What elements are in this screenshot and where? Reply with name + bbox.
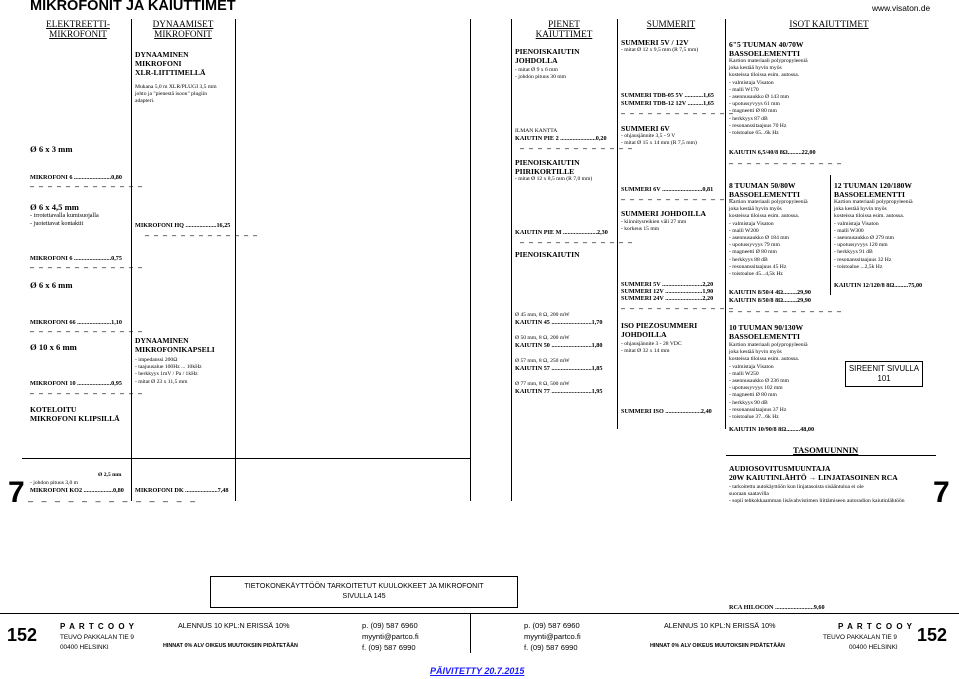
- column-divider: [235, 19, 236, 501]
- k12-title: 12 TUUMAN 120/180W BASSOELEMENTTI: [834, 181, 912, 199]
- footer-divider: [0, 613, 959, 614]
- dyn-xlr-title: DYNAAMINEN MIKROFONI XLR-LIITTIMELLÄ: [135, 50, 206, 77]
- kapseli-desc: - impedanssi 200Ω - taajuusalue 100Hz ... 10kHz - herkkyys 1mV / Pa / 1kHz - mitat Ø 23 x 11,5 mm: [135, 357, 202, 385]
- ko2-desc: - johdon pituus 3,0 m: [30, 480, 79, 486]
- vat-note-left: HINNAT 0% ALV OIKEUS MUUTOKSIIN PIDÄTETÄÄN: [163, 643, 298, 649]
- mic45-title: Ø 6 x 4,5 mm: [30, 202, 79, 212]
- p50-desc: Ø 50 mm, 8 Ω, 200 mW: [515, 335, 570, 341]
- s5v-price: SUMMERI 5V ..........................2,20: [621, 281, 714, 288]
- pie-m-price: KAIUTIN PIE M ......................2,30: [515, 229, 608, 236]
- fax-right: f. (09) 587 6990: [524, 643, 578, 652]
- k12-desc: Kartion materiaali polypropyleeniä joka kestää hyvin myös kosteissa tiloissa esim. autossa. - valmistaja Visaton - malli W300 - asennusaukko Ø 279 mm - upotussyvyys 120 mm - herkkyys 91 dB - resonanssitaajuus 32 Hz - toistoalue ...2,5k Hz: [834, 199, 913, 270]
- column-divider: [725, 19, 726, 429]
- koteloitu-title: KOTELOITU MIKROFONI KLIPSILLÄ: [30, 405, 120, 423]
- s6v-desc: - ohjausjännite 3,5 - 9 V - mitat Ø 15 x 14 mm (R 7,5 mm): [621, 133, 697, 147]
- k10-title: 10 TUUMAN 90/130W BASSOELEMENTTI: [729, 323, 804, 341]
- page-number-left: 152: [7, 625, 38, 645]
- k65-desc: Kartion materiaali polypropyleeniä joka kestää hyvin myös kosteissa tiloissa esim. autossa. - valmistaja Visaton - malli W170 - asennusaukko Ø 143 mm - upotussyvyys 61 mm - magneetti Ø 80 mm - herkkyys 87 dB - resonanssitaajuus 70 Hz - toistoalue 65...6k Hz: [729, 58, 808, 137]
- col-header-pienet: PIENET KAIUTTIMET: [535, 19, 593, 39]
- mic6x3-title: Ø 6 x 3 mm: [30, 144, 73, 154]
- dash-separator: – – – – – – – – – – – – –: [145, 231, 259, 240]
- column-divider: [830, 175, 831, 295]
- company-name-right: P A R T C O O Y: [838, 622, 914, 631]
- tdb05-price: SUMMERI TDB-05 5V ............1,65: [621, 92, 714, 99]
- dash-separator: – – – – – – – – – – – – –: [520, 144, 634, 153]
- p50-price: KAIUTIN 50 ..........................1,80: [515, 342, 603, 349]
- p57-price: KAIUTIN 57 ..........................1,85: [515, 365, 603, 372]
- discount-left: ALENNUS 10 KPL:N ERISSÄ 10%: [178, 621, 290, 630]
- dk-price: MIKROFONI DK .....................7,48: [135, 487, 229, 494]
- dyn-xlr-desc: Mukana 5,0 m XLR/PLUGI 3,5 mm johto ja "pienestä isoon" plugiin adapteri.: [135, 84, 217, 105]
- section-number-right: 7: [933, 476, 950, 509]
- sjoh-title: SUMMERI JOHDOILLA: [621, 209, 707, 218]
- email-left[interactable]: myynti@partco.fi: [362, 632, 419, 641]
- dash-separator: – – – – – – – – – – – – –: [30, 182, 144, 191]
- page-number-right: 152: [917, 625, 948, 645]
- s12v-price: SUMMERI 12V ........................1,90: [621, 288, 714, 295]
- address-line2-left: 00400 HELSINKI: [60, 644, 109, 651]
- column-divider: [511, 19, 512, 501]
- dash-separator: – – – – – – – – – – – – –: [520, 238, 634, 247]
- column-divider: [131, 19, 132, 501]
- tasomuunnin-header: TASOMUUNNIN: [793, 445, 859, 455]
- section-number-left: 7: [8, 476, 25, 509]
- page-divider: [470, 19, 471, 501]
- s24v-price: SUMMERI 24V ........................2,20: [621, 295, 714, 302]
- col-header-electret: ELEKTREETTI- MIKROFONIT: [46, 19, 110, 39]
- rca-desc: - tarkoitettu autokäyttöön kun linjatasoista sisääntuloa ei ole suoraan saatavilla - sopii tehkokkaamman lisävahvistimen liittämiseen autoradion kaiutinlähtöön: [729, 484, 905, 505]
- rca-price: RCA HILOCON .........................9,60: [729, 604, 825, 611]
- vat-note-right: HINNAT 0% ALV OIKEUS MUUTOKSIIN PIDÄTETÄÄN: [650, 643, 785, 649]
- dash-separator: – – – – – – – – – – – – –: [621, 195, 735, 204]
- p77-desc: Ø 77 mm, 8 Ω, 500 mW: [515, 381, 570, 387]
- email-right[interactable]: myynti@partco.fi: [524, 632, 581, 641]
- col-header-dynamic: DYNAAMISET MIKROFONIT: [152, 19, 214, 39]
- k10-desc: Kartion materiaali polypropyleeniä joka kestää hyvin myös kosteissa tiloissa esim. autossa. - valmistaja Visaton - malli W250 - asennusaukko Ø 236 mm - upotussyvyys 102 mm - magneetti Ø 80 mm - herkkyys 90 dB - resonanssitaajuus 37 Hz - toistoalue 37...6k Hz: [729, 342, 808, 421]
- k65-title: 6"5 TUUMAN 40/70W BASSOELEMENTTI: [729, 40, 804, 58]
- s5v-title: SUMMERI 5V / 12V: [621, 38, 689, 47]
- k8-title: 8 TUUMAN 50/80W BASSOELEMENTTI: [729, 181, 800, 199]
- fax-left: f. (09) 587 6990: [362, 643, 416, 652]
- sireenit-box: SIREENIT SIVULLA 101: [845, 361, 923, 387]
- dash-separator: – – – – – – – – – – – – –: [729, 307, 843, 316]
- p45-desc: Ø 45 mm, 8 Ω, 200 mW: [515, 312, 570, 318]
- piiri-title: PIENOISKAIUTIN PIIRIKORTILLE: [515, 158, 580, 176]
- rca-title: AUDIOSOVITUSMUUNTAJA 20W KAIUTINLÄHTÖ → LINJATASOINEN RCA: [729, 464, 898, 482]
- p45-price: KAIUTIN 45 ..........................1,70: [515, 319, 603, 326]
- piiri-desc: - mitat Ø 12 x 8,5 mm (R 7,0 mm): [515, 176, 593, 182]
- dash-separator: – – – – – – – – – – – – –: [30, 263, 144, 272]
- ko2-dim: Ø 2,5 mm: [98, 472, 122, 478]
- k12-price: KAIUTIN 12/120/8 8Ω.........75,00: [834, 282, 923, 289]
- dash-separator: – – – – – – – – – – – – –: [30, 327, 144, 336]
- dash-separator: – – – – – – – – – – – – –: [621, 304, 735, 313]
- phone-left: p. (09) 587 6960: [362, 621, 418, 630]
- company-name-left: P A R T C O O Y: [60, 622, 136, 631]
- mic66-price: MIKROFONI 66 ......................1,10: [30, 319, 122, 326]
- pie2-price: KAIUTIN PIE 2 .......................0,20: [515, 135, 607, 142]
- mic45-desc: - irrotettavalla kumisuojalla - juotettavat kontaktit: [30, 212, 99, 227]
- ko2-price: MIKROFONI KO2 ...................0,80: [30, 487, 124, 494]
- p-johdolla-title: PIENOISKAIUTIN JOHDOLLA: [515, 47, 580, 65]
- dash-separator: – – – – – – – – – – – – –: [28, 496, 199, 506]
- pienoiskaiutin-title: PIENOISKAIUTIN: [515, 250, 580, 259]
- mic6-price-1: MIKROFONI 6 ........................0,80: [30, 174, 122, 181]
- dyn-hq-price: MIKROFONI HQ ....................16,25: [135, 222, 231, 229]
- address-line1-left: TEUVO PAKKALAN TIE 9: [60, 634, 134, 641]
- mic6-price-2: MIKROFONI 6 ........................0,75: [30, 255, 122, 262]
- ilman-kantta: ILMAN KANTTA: [515, 128, 558, 134]
- k10-price: KAIUTIN 10/90/8 8Ω.........48,00: [729, 426, 815, 433]
- piezo-desc: - ohjausjännite 3 - 28 VDC - mitat Ø 32 x 14 mm: [621, 341, 682, 355]
- piezo-price: SUMMERI ISO .......................2,40: [621, 408, 712, 415]
- k8-desc: Kartion materiaali polypropyleeniä joka kestää hyvin myös kosteissa tiloissa esim. autossa. - valmistaja Visaton - malli W200 - asennusaukko Ø 184 mm - upotussyvyys 79 mm - magneetti Ø 80 mm - herkkyys 88 dB - resonanssitaajuus 45 Hz - toistoalue 45...4,5k Hz: [729, 199, 808, 278]
- page-title: MIKROFONIT JA KAIUTTIMET: [30, 0, 236, 14]
- address-line1-right: TEUVO PAKKALAN TIE 9: [823, 634, 897, 641]
- website-link[interactable]: www.visaton.de: [872, 3, 931, 13]
- footer-divider-v: [470, 613, 471, 653]
- p77-price: KAIUTIN 77 ..........................1,95: [515, 388, 603, 395]
- mic10-price: MIKROFONI 10 ......................0,95: [30, 380, 122, 387]
- sjoh-desc: - kiinnitysreikien väli 27 mm - korkeus 15 mm: [621, 219, 687, 233]
- section-divider: [22, 458, 471, 459]
- tdb12-price: SUMMERI TDB-12 12V ..........1,65: [621, 100, 714, 107]
- phone-right: p. (09) 587 6960: [524, 621, 580, 630]
- section-divider: [726, 455, 936, 456]
- k8-4-price: KAIUTIN 8/50/4 4Ω.........29,90: [729, 289, 811, 296]
- s6v-price: SUMMERI 6V ..........................0,81: [621, 186, 714, 193]
- dash-separator: – – – – – – – – – – – – –: [621, 109, 735, 118]
- discount-right: ALENNUS 10 KPL:N ERISSÄ 10%: [664, 621, 776, 630]
- k8-8-price: KAIUTIN 8/50/8 8Ω.........29,90: [729, 297, 811, 304]
- s5v-desc: - mitat Ø 12 x 9,5 mm (R 7,5 mm): [621, 47, 699, 53]
- dash-separator: – – – – – – – – – – – – –: [30, 389, 144, 398]
- p-johdolla-desc: - mitat Ø 9 x 6 mm - johdon pituus 30 mm: [515, 67, 566, 81]
- column-divider: [617, 19, 618, 429]
- mic10x6-title: Ø 10 x 6 mm: [30, 342, 77, 352]
- mic6x6-title: Ø 6 x 6 mm: [30, 280, 73, 290]
- k65-price: KAIUTIN 6,5/40/8 8Ω.........22,00: [729, 149, 816, 156]
- dash-separator: – – – – – – – – – – – – –: [729, 159, 843, 168]
- col-header-summerit: SUMMERIT: [646, 19, 696, 29]
- address-line2-right: 00400 HELSINKI: [849, 644, 898, 651]
- piezo-title: ISO PIEZOSUMMERI JOHDOILLA: [621, 321, 698, 339]
- updated-date: PÄIVITETTY 20.7.2015: [430, 666, 525, 676]
- kapseli-title: DYNAAMINEN MIKROFONIKAPSELI: [135, 336, 215, 354]
- s6v-title: SUMMERI 6V: [621, 124, 670, 133]
- note-box: TIETOKONEKÄYTTÖÖN TARKOITETUT KUULOKKEET JA MIKROFONIT SIVULLA 145: [210, 576, 518, 608]
- col-header-iso: ISOT KAIUTTIMET: [789, 19, 869, 29]
- p57-desc: Ø 57 mm, 8 Ω, 250 mW: [515, 358, 570, 364]
